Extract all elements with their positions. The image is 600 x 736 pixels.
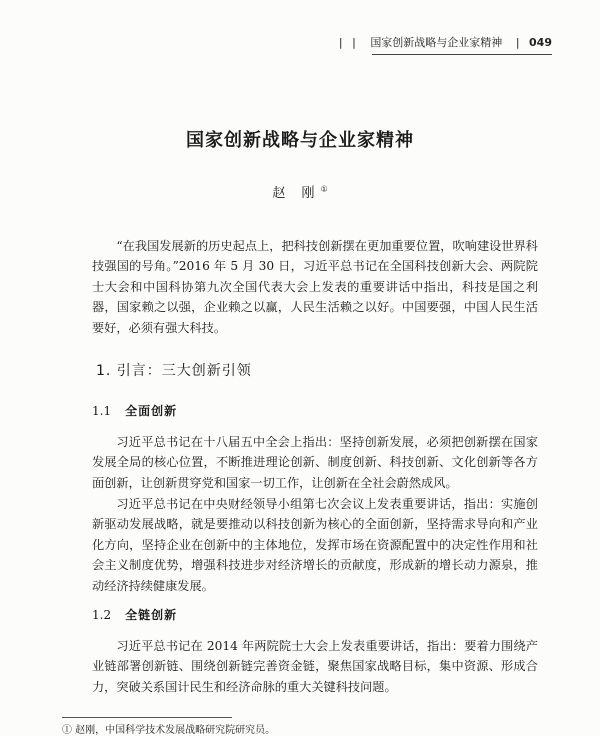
header-separator: | [515, 36, 520, 49]
subsection-number: 1.2 [92, 608, 112, 622]
body-paragraph: 习近平总书记在 2014 年两院院士大会上发表重要讲话，指出：要着力围绕产业链部署创新链、围绕创新链完善资金链，聚焦国家战略目标，集中资源、形成合力，突破关系国计民生和经济命脉的重大关键科技问题。 [92, 639, 538, 694]
subsection-heading-1-1 [92, 402, 177, 419]
header-bars: | | [338, 36, 359, 49]
author-name: 赵 刚 [272, 186, 321, 201]
body-paragraph: 习近平总书记在中央财经领导小组第七次会议上发表重要讲话，指出：实施创新驱动发展战略，就是要推动以科技创新为核心的全面创新，坚持需求导向和产业化方向，坚持企业在创新中的主体地位，发挥市场在资源配置中的决定性作用和社会主义制度优势，增强科技进步对经济增长的贡献度，形成新的增长动力源泉，推动经济持续健康发展。 [92, 497, 538, 593]
page-number: 049 [529, 36, 552, 49]
header-rule [372, 54, 552, 55]
running-header [339, 34, 552, 50]
footnote: ① 赵刚，中国科学技术发展战略研究院研究员。 [62, 725, 276, 736]
running-title: 国家创新战略与企业家精神 [370, 36, 503, 49]
subsection-title: 全面创新 [125, 404, 178, 418]
author-footnote-mark: ① [320, 184, 328, 194]
subsection-heading-1-2 [92, 606, 177, 623]
subsection-title: 全链创新 [125, 608, 178, 622]
footnote-rule [62, 717, 232, 718]
subsection-number: 1.1 [92, 404, 112, 418]
body-paragraph: 习近平总书记在十八届五中全会上指出：坚持创新发展，必须把创新摆在国家发展全局的核心位置，不断推进理论创新、制度创新、科技创新、文化创新等各方面创新，让创新贯穿党和国家一切工作，让创新在全社会蔚然成风。 [92, 435, 538, 490]
section-heading: 1. 引言：三大创新引领 [96, 363, 252, 379]
intro-paragraph: “在我国发展新的历史起点上，把科技创新摆在更加重要位置，吹响建设世界科技强国的号角。”2016 年 5 月 30 日，习近平总书记在全国科技创新大会、两院院士大会和中国科协第九次全国代表大会上发表的重要讲话中指出，科技是国之利器，国家赖之以强，企业赖之以赢，人民生活赖之以好。中国要强，中国人民生活要好，必须有强大科技。 [92, 239, 538, 335]
author-line [0, 182, 600, 201]
article-title: 国家创新战略与企业家精神 [186, 130, 414, 151]
